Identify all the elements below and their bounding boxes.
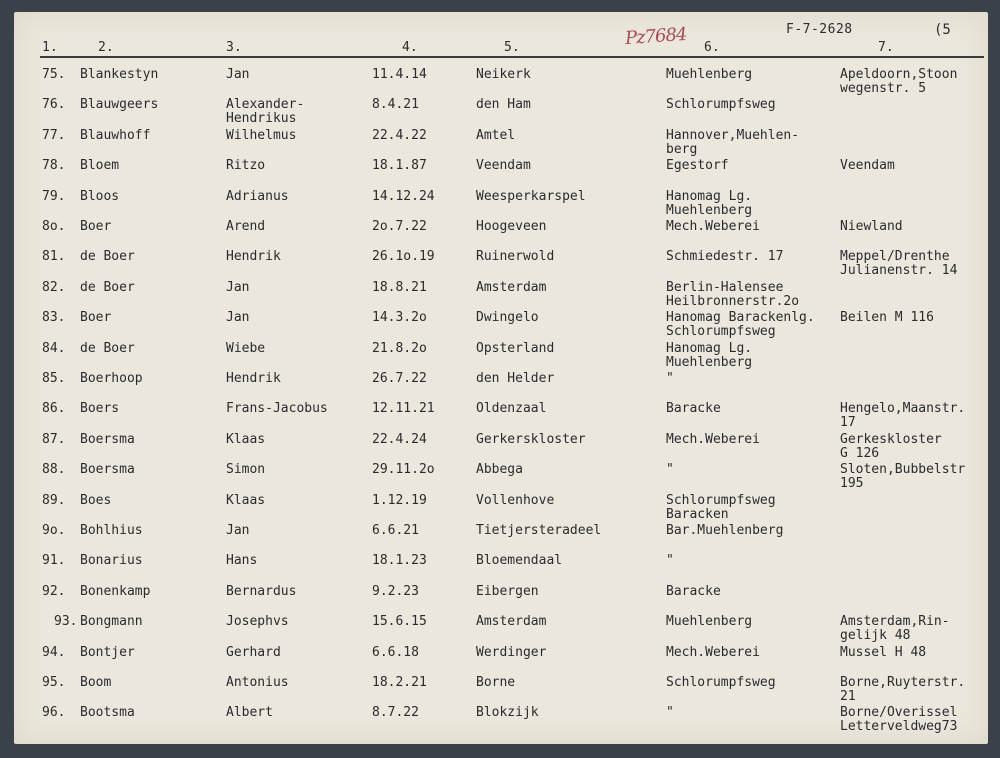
first-name: Klaas — [226, 431, 266, 447]
birth-place: Hoogeveen — [476, 219, 547, 234]
home-address: Beilen M 116 — [840, 310, 934, 326]
home-address: Sloten,Bubbelstr 195 — [840, 462, 966, 492]
camp-location: " — [666, 462, 674, 478]
camp-location: " — [666, 553, 674, 569]
first-name: Jan — [226, 310, 250, 326]
table-row — [14, 98, 988, 128]
table-row — [14, 433, 988, 463]
page-number: (5 — [934, 22, 951, 38]
surname: Blankestyn — [80, 67, 159, 82]
surname: Blauwgeers — [80, 97, 159, 113]
first-name: Jan — [226, 67, 250, 82]
table-row — [14, 342, 988, 372]
camp-location: Schmiedestr. 17 — [666, 249, 784, 265]
surname: Bohlhius — [80, 523, 143, 538]
camp-location: Hanomag Lg. Muehlenberg — [666, 188, 753, 218]
column-header-2: 2. — [98, 40, 114, 55]
birth-date: 18.2.21 — [372, 675, 427, 690]
column-header-1: 1. — [42, 40, 58, 55]
surname: Bonarius — [80, 553, 143, 569]
surname: Bontjer — [80, 644, 135, 660]
birth-date: 11.4.14 — [372, 67, 427, 82]
table-row — [14, 402, 988, 432]
table-row — [14, 585, 988, 615]
table-row — [14, 524, 988, 554]
birth-place: Veendam — [476, 158, 531, 174]
camp-location: Mech.Weberei — [666, 644, 760, 660]
table-row — [14, 494, 988, 524]
birth-place: Dwingelo — [476, 310, 539, 326]
table-row — [14, 372, 988, 402]
entry-number: 81. — [42, 249, 66, 265]
camp-location: Mech.Weberei — [666, 219, 760, 234]
camp-location: Schlorumpfsweg Baracken — [666, 492, 776, 522]
entry-number: 86. — [42, 401, 66, 417]
camp-location: Muehlenberg — [666, 614, 753, 630]
entry-number: 76. — [42, 97, 66, 113]
birth-place: Vollenhove — [476, 492, 555, 508]
birth-date: 14.3.2o — [372, 310, 427, 326]
home-address: Veendam — [840, 158, 895, 174]
birth-date: 6.6.18 — [372, 644, 419, 660]
entry-number: 89. — [42, 492, 66, 508]
entry-number: 96. — [42, 705, 66, 721]
surname: Boersma — [80, 431, 135, 447]
camp-location: Schlorumpfsweg — [666, 97, 776, 113]
camp-location: " — [666, 371, 674, 386]
entry-number: 77. — [42, 127, 66, 143]
entry-number: 88. — [42, 462, 66, 478]
table-row — [14, 281, 988, 311]
document-reference: F-7-2628 — [786, 22, 853, 37]
birth-date: 18.8.21 — [372, 279, 427, 295]
surname: de Boer — [80, 249, 135, 265]
first-name: Hendrik — [226, 371, 281, 386]
birth-date: 12.11.21 — [372, 401, 435, 417]
table-row — [14, 68, 988, 98]
first-name: Arend — [226, 219, 266, 234]
home-address: Borne,Ruyterstr. 21 — [840, 675, 966, 704]
home-address: Niewland — [840, 219, 903, 234]
entry-number: 93. — [54, 614, 78, 630]
column-header-5: 5. — [504, 40, 520, 55]
birth-place: Gerkerskloster — [476, 431, 586, 447]
birth-place: Oldenzaal — [476, 401, 547, 417]
header-rule — [40, 56, 984, 58]
home-address: Mussel H 48 — [840, 644, 927, 660]
surname: de Boer — [80, 340, 135, 356]
table-row — [14, 220, 988, 250]
birth-date: 15.6.15 — [372, 614, 427, 630]
surname: Boers — [80, 401, 120, 417]
surname: Boes — [80, 492, 112, 508]
entry-number: 92. — [42, 583, 66, 599]
home-address: Hengelo,Maanstr. 17 — [840, 401, 966, 431]
first-name: Gerhard — [226, 644, 281, 660]
table-row — [14, 159, 988, 189]
table-row — [14, 646, 988, 676]
surname: Bloos — [80, 188, 120, 204]
first-name: Klaas — [226, 492, 266, 508]
birth-date: 29.11.2o — [372, 462, 435, 478]
first-name: Jan — [226, 279, 250, 295]
column-header-7: 7. — [878, 40, 894, 55]
table-row — [14, 706, 988, 736]
surname: Boerhoop — [80, 371, 143, 386]
first-name: Josephvs — [226, 614, 289, 630]
first-name: Hendrik — [226, 249, 281, 265]
column-header-3: 3. — [226, 40, 242, 55]
table-row — [14, 615, 988, 645]
first-name: Bernardus — [226, 583, 297, 599]
column-header-6: 6. — [704, 40, 720, 55]
surname: Boer — [80, 219, 112, 234]
table-row — [14, 676, 988, 706]
surname: de Boer — [80, 279, 135, 295]
entry-number: 84. — [42, 340, 66, 356]
birth-place: Werdinger — [476, 644, 547, 660]
birth-place: Amsterdam — [476, 279, 547, 295]
first-name: Antonius — [226, 675, 289, 690]
entry-number: 8o. — [42, 219, 66, 234]
camp-location: " — [666, 705, 674, 721]
camp-location: Berlin-Halensee Heilbronnerstr.2o — [666, 279, 800, 309]
entry-number: 82. — [42, 279, 66, 295]
birth-date: 1.12.19 — [372, 492, 427, 508]
first-name: Jan — [226, 523, 250, 538]
first-name: Frans-Jacobus — [226, 401, 328, 417]
birth-place: Opsterland — [476, 340, 555, 356]
surname: Boersma — [80, 462, 135, 478]
entry-number: 95. — [42, 675, 66, 690]
birth-place: Neikerk — [476, 67, 531, 82]
birth-date: 6.6.21 — [372, 523, 419, 538]
table-row — [14, 554, 988, 584]
birth-date: 18.1.87 — [372, 158, 427, 174]
birth-date: 8.4.21 — [372, 97, 419, 113]
camp-location: Hannover,Muehlen- berg — [666, 127, 800, 157]
home-address: Apeldoorn,Stoon wegenstr. 5 — [840, 67, 958, 96]
birth-place: den Helder — [476, 371, 555, 386]
camp-location: Hanomag Barackenlg. Schlorumpfsweg — [666, 310, 815, 340]
birth-place: den Ham — [476, 97, 531, 113]
entry-number: 94. — [42, 644, 66, 660]
entry-number: 79. — [42, 188, 66, 204]
surname: Bloem — [80, 158, 120, 174]
handwritten-stamp: Pz7684 — [624, 23, 688, 50]
table-row — [14, 311, 988, 341]
first-name: Simon — [226, 462, 266, 478]
first-name: Ritzo — [226, 158, 266, 174]
birth-place: Amsterdam — [476, 614, 547, 630]
entry-number: 87. — [42, 431, 66, 447]
birth-place: Borne — [476, 675, 516, 690]
surname: Boom — [80, 675, 112, 690]
birth-place: Ruinerwold — [476, 249, 555, 265]
home-address: Borne/Overissel Letterveldweg73 — [840, 705, 958, 735]
first-name: Adrianus — [226, 188, 289, 204]
table-row — [14, 250, 988, 280]
birth-place: Weesperkarspel — [476, 188, 586, 204]
birth-date: 21.8.2o — [372, 340, 427, 356]
surname: Bongmann — [80, 614, 143, 630]
birth-date: 14.12.24 — [372, 188, 435, 204]
entry-number: 83. — [42, 310, 66, 326]
entry-number: 91. — [42, 553, 66, 569]
camp-location: Baracke — [666, 583, 721, 599]
surname: Bonenkamp — [80, 583, 151, 599]
camp-location: Schlorumpfsweg — [666, 675, 776, 690]
birth-place: Tietjersteradeel — [476, 523, 602, 538]
birth-date: 22.4.22 — [372, 127, 427, 143]
first-name: Wilhelmus — [226, 127, 297, 143]
camp-location: Mech.Weberei — [666, 431, 760, 447]
home-address: Meppel/Drenthe Julianenstr. 14 — [840, 249, 958, 279]
home-address: Amsterdam,Rin- gelijk 48 — [840, 614, 950, 644]
column-header-4: 4. — [402, 40, 418, 55]
camp-location: Muehlenberg — [666, 67, 753, 82]
surname: Bootsma — [80, 705, 135, 721]
birth-place: Bloemendaal — [476, 553, 563, 569]
table-row — [14, 190, 988, 220]
birth-date: 2o.7.22 — [372, 219, 427, 234]
birth-date: 18.1.23 — [372, 553, 427, 569]
entry-number: 78. — [42, 158, 66, 174]
camp-location: Egestorf — [666, 158, 729, 174]
surname: Boer — [80, 310, 112, 326]
birth-place: Amtel — [476, 127, 516, 143]
first-name: Wiebe — [226, 340, 266, 356]
first-name: Alexander- Hendrikus — [226, 97, 305, 127]
entry-number: 9o. — [42, 523, 66, 538]
birth-date: 26.7.22 — [372, 371, 427, 386]
surname: Blauwhoff — [80, 127, 151, 143]
home-address: Gerkeskloster G 126 — [840, 431, 942, 461]
birth-place: Abbega — [476, 462, 523, 478]
first-name: Hans — [226, 553, 258, 569]
camp-location: Bar.Muehlenberg — [666, 523, 784, 538]
entry-number: 85. — [42, 371, 66, 386]
first-name: Albert — [226, 705, 273, 721]
camp-location: Baracke — [666, 401, 721, 417]
birth-date: 22.4.24 — [372, 431, 427, 447]
birth-place: Blokzijk — [476, 705, 539, 721]
table-row — [14, 463, 988, 493]
birth-date: 9.2.23 — [372, 583, 419, 599]
camp-location: Hanomag Lg. Muehlenberg — [666, 340, 753, 370]
table-row — [14, 129, 988, 159]
document-page — [14, 12, 988, 744]
entry-number: 75. — [42, 67, 66, 82]
birth-date: 26.1o.19 — [372, 249, 435, 265]
birth-place: Eibergen — [476, 583, 539, 599]
birth-date: 8.7.22 — [372, 705, 419, 721]
